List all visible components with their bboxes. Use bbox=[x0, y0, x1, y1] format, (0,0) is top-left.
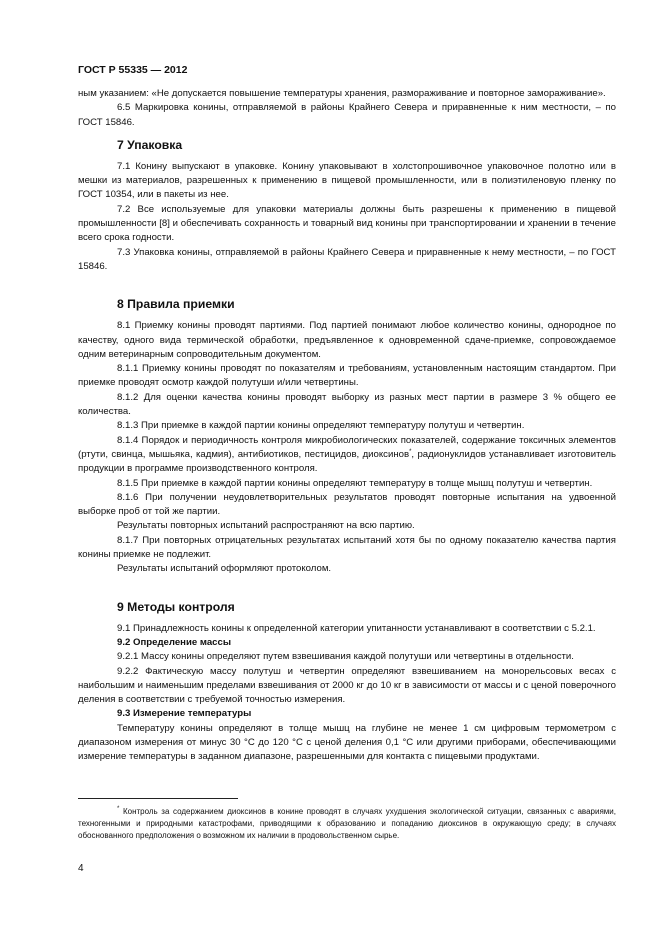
paragraph-8-1-6: 8.1.6 При получении неудовлетворительных результатов проводят повторные испытания на удвоенной выборке проб от той же партии. bbox=[78, 491, 616, 518]
paragraph-6-4-end: ным указанием: «Не допускается повышение температуры хранения, размораживание и повторное замораживание». bbox=[78, 88, 606, 99]
paragraph-8-1-1: 8.1.1 Приемку конины проводят по показателям и требованиям, установленным настоящим стандартом. При приемке проводят осмотр каждой полутуши и/или четвертины. bbox=[78, 363, 616, 389]
section-9-heading: 9 Методы контроля bbox=[117, 599, 235, 614]
paragraph-9-2-1: 9.2.1 Массу конины определяют путем взвешивания каждой полутуши или четвертины в отдельности. bbox=[117, 651, 574, 663]
footnote bbox=[78, 806, 616, 843]
paragraph-7-2: 7.2 Все используемые для упаковки материалы должны быть разрешены к применению в пищевой промышленности [8] и обеспечивать сохранность и товарный вид конины при транспортировании и хранении в течение всего срока годности. bbox=[78, 203, 616, 244]
subsection-9-3-heading: 9.3 Измерение температуры bbox=[117, 708, 252, 720]
page-number: 4 bbox=[78, 863, 84, 874]
footnote-text: Контроль за содержанием диоксинов в конине проводят в случаях ухудшения экологической ситуации, связанных с авариями, техногенными и природными катастрофами, приводящими к образованию и попаданию диоксинов в окружающую среду; в случаях обоснованного предположения о возможном их наличии в продовольственном сырье. bbox=[78, 807, 616, 841]
section-8-heading: 8 Правила приемки bbox=[117, 297, 235, 312]
paragraph-8-1-2: 8.1.2 Для оценки качества конины проводят выборку из разных мест партии в размере 3 % общего ее количества. bbox=[78, 391, 616, 418]
paragraph-9-1: 9.1 Принадлежность конины к определенной категории упитанности устанавливают в соответствии с 5.2.1. bbox=[117, 622, 596, 634]
subsection-9-2-heading: 9.2 Определение массы bbox=[117, 636, 232, 648]
paragraph-8-1-7: 8.1.7 При повторных отрицательных результатах испытаний хотя бы по одному показателю качества партия конины приемке не подлежит. bbox=[78, 534, 616, 561]
paragraph-8-1-4-part1: 8.1.4 Порядок и периодичность контроля микробиологических показателей, содержание токсичных элементов (ртути, свинца, мышьяка, кадмия), антибиотиков, пестицидов, диоксинов bbox=[78, 434, 616, 460]
paragraph-8-1-4-part2: , радионуклидов устанавливает изготовитель продукции в программе производственного контроля. bbox=[78, 448, 616, 475]
paragraph-7-1: 7.1 Конину выпускают в упаковке. Конину упаковывают в холстопрошивочное упаковочное полотно или в мешки из материалов, разрешенных к применению в пищевой промышленности, или в полиэтиленовую пленку по ГОСТ 10354, или в пакеты из нее. bbox=[78, 160, 616, 201]
footnote-marker: * bbox=[117, 806, 120, 812]
standard-header: ГОСТ Р 55335 — 2012 bbox=[78, 64, 188, 76]
paragraph-8-1-7-result: Результаты испытаний оформляют протоколом. bbox=[117, 563, 332, 575]
paragraph-6-5: 6.5 Маркировка конины, отправляемой в районы Крайнего Севера и приравненные к ним местности, – по ГОСТ 15846. bbox=[78, 102, 616, 128]
paragraph-8-1-6-result: Результаты повторных испытаний распространяют на всю партию. bbox=[117, 520, 415, 532]
page-content bbox=[78, 87, 616, 765]
footnote-separator bbox=[78, 798, 238, 799]
paragraph-9-3: Температуру конины определяют в толще мышц на глубине не менее 1 см цифровым термометром с диапазоном измерения от минус 30 °С до 120 °С с ценой деления 0,1 °С или другими приборами, обеспечивающими измерение температуры в заданном диапазоне, разрешенными для контакта с пищевыми продуктами. bbox=[78, 722, 616, 763]
paragraph-8-1-5: 8.1.5 При приемке в каждой партии конины определяют температуру в толще мышц полутуш и четвертин. bbox=[117, 477, 593, 489]
footnote-reference: * bbox=[409, 448, 412, 455]
paragraph-8-1: 8.1 Приемку конины проводят партиями. Под партией понимают любое количество конины, однородное по качеству, одного вида термической обработки, предъявленное к одновременной сдаче-приемке, сопровождаемое одним ветеринарным сопроводительным документом. bbox=[78, 320, 616, 360]
paragraph-8-1-4 bbox=[78, 434, 616, 477]
paragraph-7-3: 7.3 Упаковка конины, отправляемой в районы Крайнего Севера и приравненные к нему местности, – по ГОСТ 15846. bbox=[78, 246, 616, 272]
paragraph-9-2-2: 9.2.2 Фактическую массу полутуш и четвертин определяют взвешиванием на монорельсовых весах с наибольшим и наименьшим пределами взвешивания от 2000 кг до 10 кг в зависимости от массы и с ценой поверочного деления в соответствии с требуемой точностью измерения. bbox=[78, 665, 616, 706]
section-7-heading: 7 Упаковка bbox=[117, 137, 183, 152]
paragraph-8-1-3: 8.1.3 При приемке в каждой партии конины определяют температуру полутуш и четвертин. bbox=[117, 420, 525, 432]
